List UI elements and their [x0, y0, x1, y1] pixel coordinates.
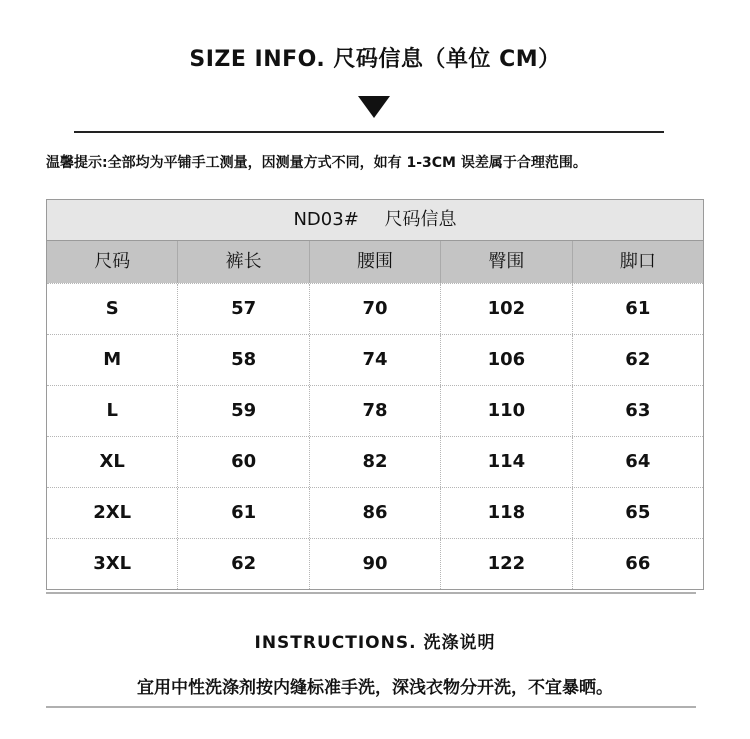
table-cell: 58	[178, 335, 309, 385]
table-cell: 60	[178, 437, 309, 487]
table-row	[47, 385, 703, 436]
size-table	[46, 199, 704, 590]
column-header: 臀围	[441, 241, 572, 283]
divider	[46, 592, 696, 594]
table-cell: 61	[178, 488, 309, 538]
table-cell: 86	[310, 488, 441, 538]
triangle-down-icon	[358, 96, 390, 118]
table-cell: 74	[310, 335, 441, 385]
instructions-title: INSTRUCTIONS. 洗涤说明	[254, 633, 496, 653]
table-cell: M	[47, 335, 178, 385]
table-cell: 66	[625, 553, 651, 574]
table-row	[47, 436, 703, 487]
table-cell: 59	[178, 386, 309, 436]
column-header: 脚口	[619, 251, 656, 272]
table-body	[47, 283, 703, 589]
table-cell: L	[47, 386, 178, 436]
table-cell: 2XL	[47, 488, 178, 538]
column-header: 腰围	[310, 241, 441, 283]
table-cell: 65	[625, 502, 651, 523]
table-cell: 106	[441, 335, 572, 385]
table-cell: 110	[441, 386, 572, 436]
table-cell: 62	[625, 349, 651, 370]
page-title: SIZE INFO. 尺码信息（单位 CM）	[189, 47, 561, 72]
table-cell: 62	[178, 539, 309, 589]
table-cell: S	[47, 284, 178, 334]
table-cell: 102	[441, 284, 572, 334]
table-row	[47, 334, 703, 385]
table-caption: 尺码信息	[384, 209, 457, 230]
table-header	[47, 241, 703, 283]
divider	[74, 131, 664, 133]
table-row	[47, 538, 703, 589]
table-cell: 3XL	[47, 539, 178, 589]
table-cell: 78	[310, 386, 441, 436]
table-cell: 122	[441, 539, 572, 589]
table-cell: 64	[625, 451, 651, 472]
table-row	[47, 283, 703, 334]
table-cell: 57	[178, 284, 309, 334]
model-code: ND03#	[293, 209, 359, 230]
table-cell: 63	[625, 400, 651, 421]
table-title	[47, 200, 703, 241]
table-row	[47, 487, 703, 538]
column-header: 尺码	[47, 241, 178, 283]
table-cell: 90	[310, 539, 441, 589]
divider	[46, 706, 696, 708]
measurement-notice: 温馨提示:全部均为平铺手工测量，因测量方式不同，如有 1-3CM 误差属于合理范围。	[46, 155, 587, 171]
table-cell: 82	[310, 437, 441, 487]
instructions-text: 宜用中性洗涤剂按内缝标准手洗，深浅衣物分开洗，不宜暴晒。	[137, 678, 613, 698]
table-cell: 118	[441, 488, 572, 538]
table-cell: 61	[625, 298, 651, 319]
table-cell: XL	[47, 437, 178, 487]
table-cell: 70	[310, 284, 441, 334]
column-header: 裤长	[178, 241, 309, 283]
table-cell: 114	[441, 437, 572, 487]
